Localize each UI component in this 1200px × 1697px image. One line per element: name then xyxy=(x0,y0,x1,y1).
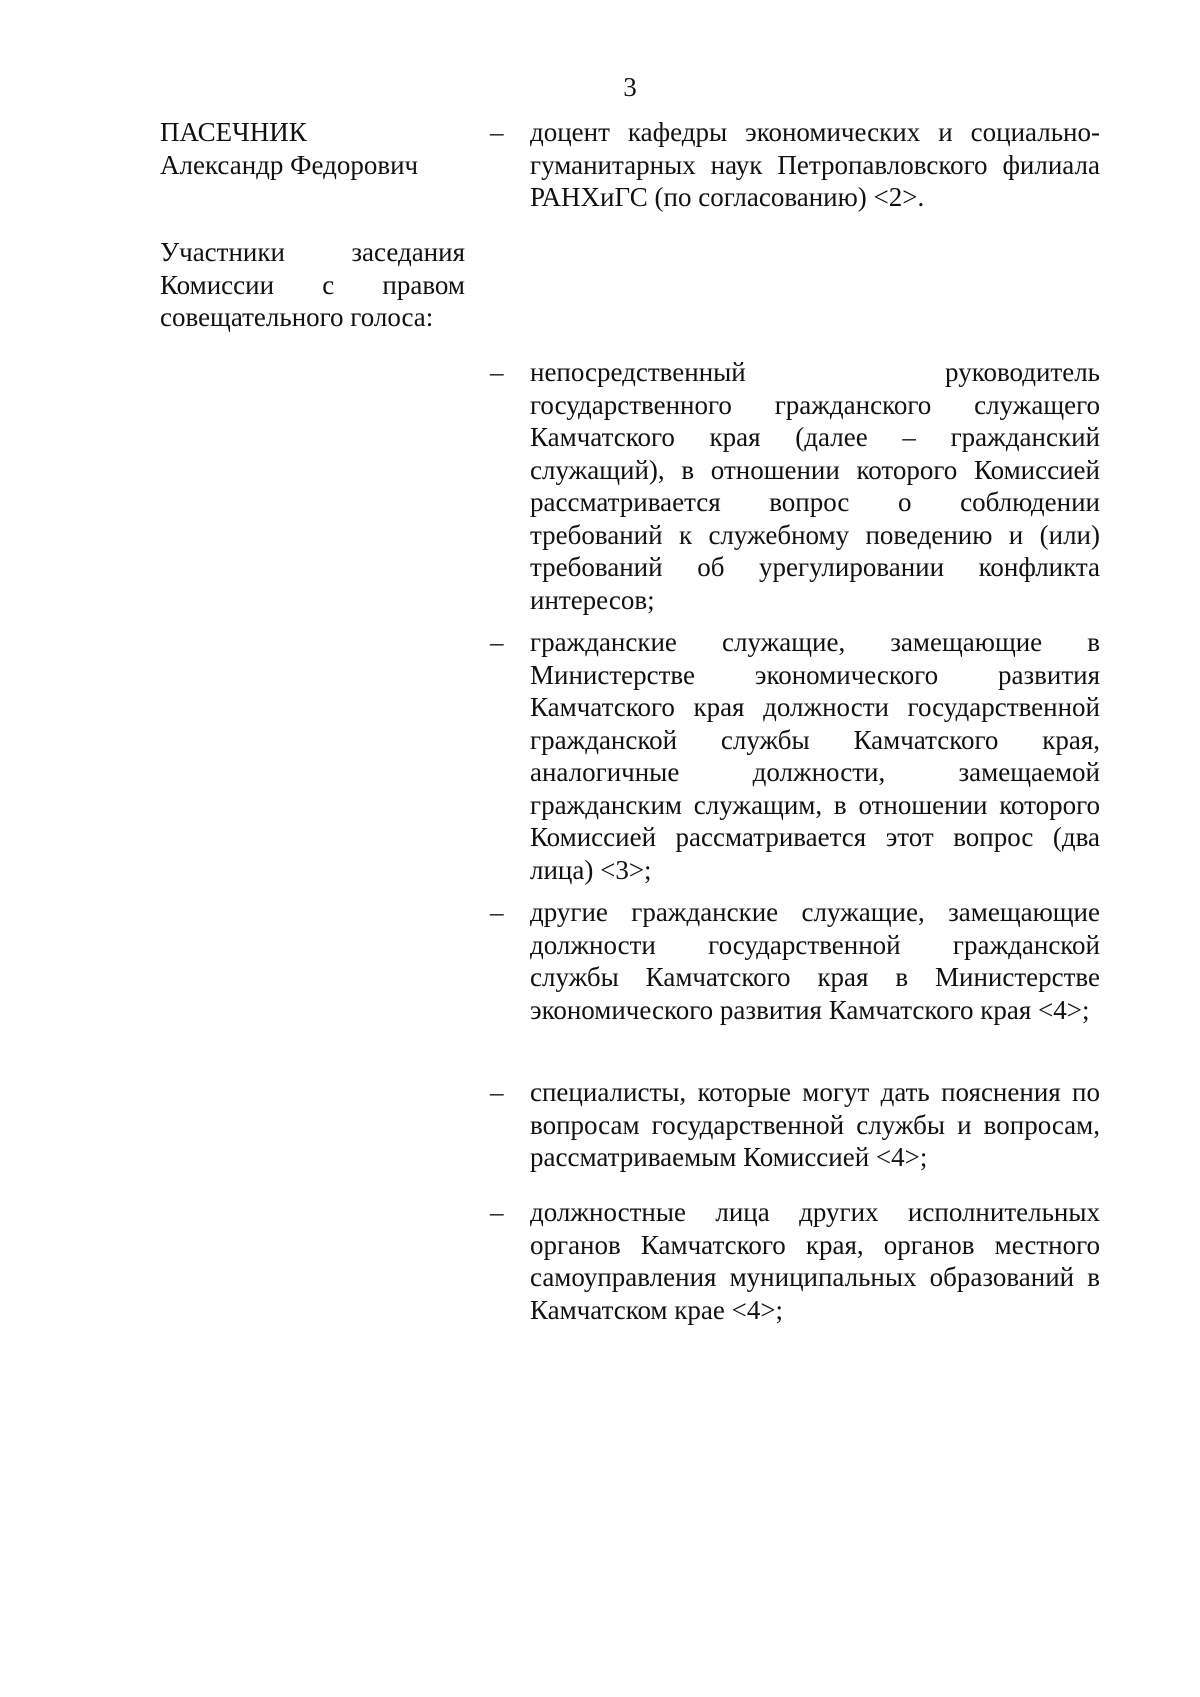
meeting-word: заседания xyxy=(351,237,465,267)
list-item-dash: – xyxy=(490,897,504,927)
commission-word: Комиссии xyxy=(160,269,275,300)
page-number: 3 xyxy=(623,72,637,102)
list-item: другие гражданские служащие, замещающие должности государственной гражданской службы Камчатского края в Министерстве экономического развития Камчатского края <4>; xyxy=(530,897,1100,1025)
member-position: доцент кафедры экономических и социально-гуманитарных наук Петропавловского филиала РАНХиГС (по согласованию) <2>. xyxy=(530,117,1100,212)
participants-word: Участники xyxy=(160,237,285,267)
list-item-dash: – xyxy=(490,1077,504,1107)
member-dash: – xyxy=(490,117,504,147)
participants-heading-line-1 xyxy=(160,236,465,269)
list-item: специалисты, которые могут дать пояснения по вопросам государственной службы и вопросам, рассматриваемым Комиссией <4>; xyxy=(530,1077,1100,1172)
participants-heading-line-2 xyxy=(160,269,465,302)
participants-heading-line-3: совещательного голоса: xyxy=(160,302,434,332)
list-item: должностные лица других исполнительных органов Камчатского края, органов местного самоуправления муниципальных образований в Камчатском крае <4>; xyxy=(530,1197,1100,1325)
list-item: непосредственный руководитель государственного гражданского служащего Камчатского края (далее – гражданский служащий), в отношении которого Комиссией рассматривается вопрос о соблюдении требований к служебному поведению и (или) требований об урегулировании конфликта интересов; xyxy=(530,357,1100,615)
list-item-dash: – xyxy=(490,627,504,657)
member-name-block xyxy=(160,116,465,181)
participants-heading xyxy=(160,236,465,334)
with-word: с xyxy=(322,269,335,300)
list-item-dash: – xyxy=(490,357,504,387)
member-surname: ПАСЕЧНИК xyxy=(160,117,307,147)
list-item: гражданские служащие, замещающие в Министерстве экономического развития Камчатского края должности государственной гражданской службы Камчатского края, аналогичные должности, замещаемой гражданским служащим, в отношении которого Комиссией рассматривается этот вопрос (два лица) <3>; xyxy=(530,627,1100,885)
right-word: правом xyxy=(382,269,465,300)
list-item-dash: – xyxy=(490,1197,504,1227)
member-first-name: Александр Федорович xyxy=(160,149,419,180)
